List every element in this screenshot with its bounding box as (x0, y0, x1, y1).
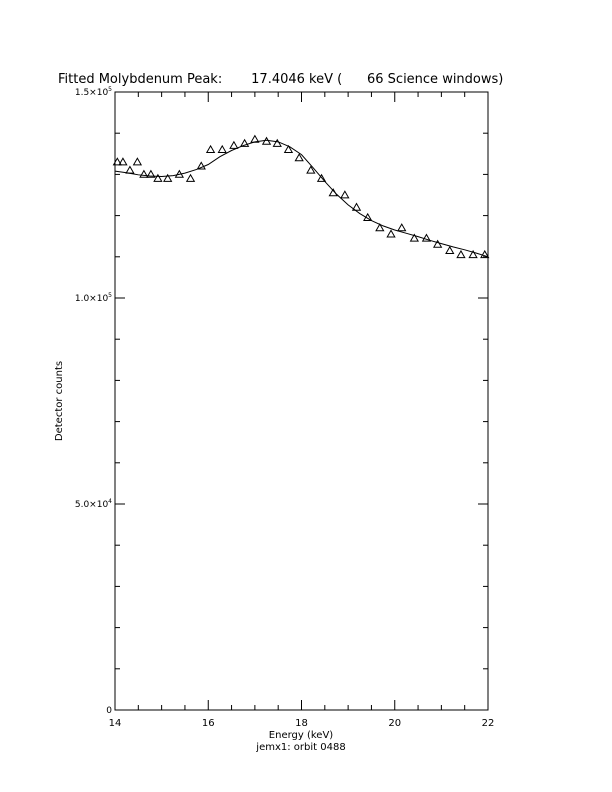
data-point (423, 234, 431, 241)
data-point (329, 189, 337, 196)
chart-title: Fitted Molybdenum Peak: 17.4046 keV ( 66 Science windows) (58, 72, 504, 87)
x-axis-label: Energy (keV) (268, 730, 334, 741)
y-tick-labels (75, 86, 112, 716)
x-tick-label: 14 (108, 718, 122, 729)
x-axis-ticks (115, 92, 488, 710)
data-point (446, 247, 454, 254)
data-point (387, 230, 395, 237)
y-tick-label: $1.5\times 10^5$ (74, 86, 112, 98)
data-point (353, 204, 361, 211)
data-point (119, 158, 127, 165)
y-tick-label: 0 (106, 706, 112, 716)
data-point (207, 146, 215, 153)
y-axis-ticks (115, 92, 488, 710)
plot-frame (115, 92, 488, 710)
x-tick-label: 20 (388, 718, 402, 729)
y-tick-label: $5.0\times 10^4$ (74, 498, 112, 510)
data-point (126, 166, 134, 173)
data-point (251, 136, 259, 143)
data-point (230, 142, 238, 149)
data-point (411, 234, 419, 241)
data-point (140, 171, 148, 178)
data-point (285, 146, 293, 153)
data-point (218, 146, 226, 153)
y-tick-label: $1.0\times 10^5$ (74, 292, 112, 304)
data-point (398, 224, 406, 231)
y-axis-label: Detector counts (54, 360, 65, 442)
x-axis-subcaption: jemx1: orbit 0488 (256, 742, 346, 753)
x-tick-label: 22 (481, 718, 495, 729)
data-point (134, 158, 142, 165)
data-point (341, 191, 349, 198)
x-tick-label: 18 (295, 718, 308, 729)
x-tick-labels (109, 718, 495, 729)
data-point (154, 175, 162, 182)
data-point (187, 175, 195, 182)
data-point (457, 251, 465, 258)
x-tick-label: 16 (201, 718, 215, 729)
